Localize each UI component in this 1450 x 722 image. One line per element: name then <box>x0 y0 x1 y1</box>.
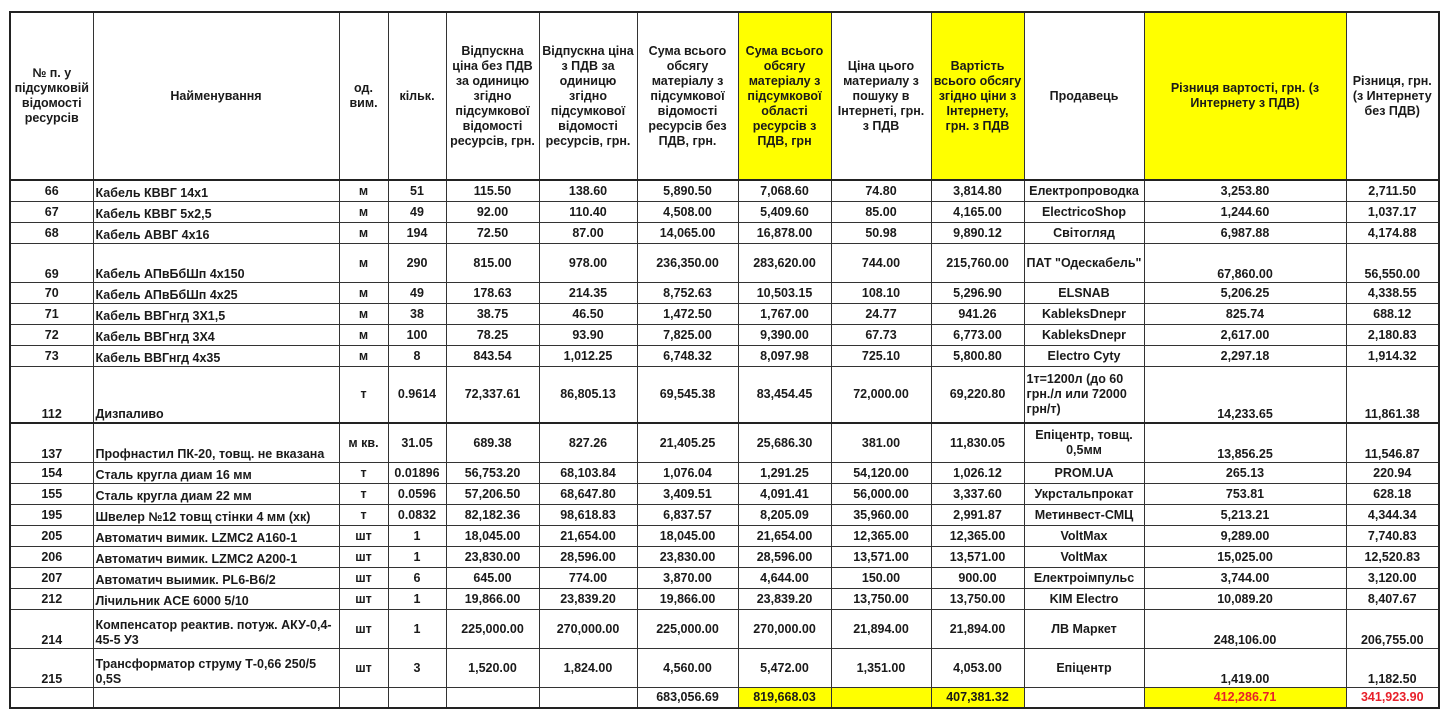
cell-internet-price[interactable]: 21,894.00 <box>831 610 931 649</box>
cell-qty[interactable]: 1 <box>388 526 446 547</box>
cell-sum-vat[interactable]: 5,409.60 <box>738 202 831 223</box>
total-cell-empty[interactable] <box>388 688 446 709</box>
cell-unit[interactable]: шт <box>339 649 388 688</box>
cell-sum-vat[interactable]: 4,644.00 <box>738 568 831 589</box>
cell-sum-no-vat[interactable]: 6,748.32 <box>637 346 738 367</box>
cell-unit-price-vat[interactable]: 774.00 <box>539 568 637 589</box>
cell-unit-price-no-vat[interactable]: 645.00 <box>446 568 539 589</box>
cell-unit-price-no-vat[interactable]: 843.54 <box>446 346 539 367</box>
cell-qty[interactable]: 8 <box>388 346 446 367</box>
cell-diff-vat[interactable]: 9,289.00 <box>1144 526 1346 547</box>
cell-unit-price-no-vat[interactable]: 23,830.00 <box>446 547 539 568</box>
cell-unit-price-vat[interactable]: 87.00 <box>539 223 637 244</box>
cell-index[interactable]: 112 <box>10 367 93 424</box>
cell-internet-price[interactable]: 13,750.00 <box>831 589 931 610</box>
cell-sum-no-vat[interactable]: 7,825.00 <box>637 325 738 346</box>
cell-internet-price[interactable]: 108.10 <box>831 283 931 304</box>
cell-sum-vat[interactable]: 5,472.00 <box>738 649 831 688</box>
table-row <box>10 325 1439 346</box>
table-row <box>10 589 1439 610</box>
table-row <box>10 526 1439 547</box>
cell-index[interactable]: 70 <box>10 283 93 304</box>
cell-internet-total[interactable]: 1,026.12 <box>931 463 1024 484</box>
cell-seller[interactable]: Electro Cyty <box>1024 346 1144 367</box>
cell-sum-no-vat[interactable]: 23,830.00 <box>637 547 738 568</box>
cell-sum-vat[interactable]: 1,767.00 <box>738 304 831 325</box>
cell-internet-price[interactable]: 381.00 <box>831 423 931 463</box>
cell-name[interactable]: Профнастил ПК-20, товщ. не вказана <box>93 423 339 463</box>
total-internet[interactable]: 407,381.32 <box>931 688 1024 709</box>
cell-name[interactable]: Швелер №12 товщ стінки 4 мм (хк) <box>93 505 339 526</box>
cell-diff-no-vat[interactable]: 628.18 <box>1346 484 1439 505</box>
cell-index[interactable]: 72 <box>10 325 93 346</box>
table-row <box>10 346 1439 367</box>
cell-qty[interactable]: 51 <box>388 180 446 202</box>
cell-diff-vat[interactable]: 3,253.80 <box>1144 180 1346 202</box>
cell-sum-vat[interactable]: 10,503.15 <box>738 283 831 304</box>
cell-index[interactable]: 71 <box>10 304 93 325</box>
table-row <box>10 463 1439 484</box>
table-row <box>10 304 1439 325</box>
cell-qty[interactable]: 49 <box>388 283 446 304</box>
cell-index[interactable]: 205 <box>10 526 93 547</box>
cell-unit-price-vat[interactable]: 46.50 <box>539 304 637 325</box>
cell-unit[interactable]: шт <box>339 610 388 649</box>
header-row <box>10 12 1439 180</box>
cell-unit-price-no-vat[interactable]: 92.00 <box>446 202 539 223</box>
table-row <box>10 283 1439 304</box>
cell-sum-vat[interactable]: 8,205.09 <box>738 505 831 526</box>
cell-sum-vat[interactable]: 25,686.30 <box>738 423 831 463</box>
cell-index[interactable]: 212 <box>10 589 93 610</box>
cell-internet-price[interactable]: 74.80 <box>831 180 931 202</box>
cell-unit-price-vat[interactable]: 28,596.00 <box>539 547 637 568</box>
cell-name[interactable]: Сталь кругла диам 22 мм <box>93 484 339 505</box>
col-header-unit[interactable]: од. вим. <box>339 12 388 180</box>
cell-unit-price-vat[interactable]: 98,618.83 <box>539 505 637 526</box>
table-row <box>10 505 1439 526</box>
cell-seller[interactable]: Епіцентр <box>1024 649 1144 688</box>
table-row <box>10 202 1439 223</box>
cell-diff-vat[interactable]: 2,297.18 <box>1144 346 1346 367</box>
col-header-sum-vat[interactable]: Сума всього обсягу матеріалу з підсумкової області ресурсів з ПДВ, грн <box>738 12 831 180</box>
cell-unit[interactable]: т <box>339 505 388 526</box>
col-header-unit-price-vat[interactable]: Відпускна ціна з ПДВ за одиницю згідно підсумкової відомості ресурсів, грн. <box>539 12 637 180</box>
cell-diff-no-vat[interactable]: 1,182.50 <box>1346 649 1439 688</box>
cell-index[interactable]: 215 <box>10 649 93 688</box>
cell-diff-vat[interactable]: 14,233.65 <box>1144 367 1346 424</box>
cell-internet-total[interactable]: 3,814.80 <box>931 180 1024 202</box>
cell-unit-price-vat[interactable]: 978.00 <box>539 244 637 283</box>
table-row <box>10 367 1439 424</box>
cell-unit[interactable]: шт <box>339 547 388 568</box>
cell-sum-vat[interactable]: 270,000.00 <box>738 610 831 649</box>
cell-unit-price-no-vat[interactable]: 225,000.00 <box>446 610 539 649</box>
cell-unit-price-vat[interactable]: 68,647.80 <box>539 484 637 505</box>
cell-unit-price-no-vat[interactable]: 19,866.00 <box>446 589 539 610</box>
cell-index[interactable]: 214 <box>10 610 93 649</box>
col-header-diff-vat[interactable]: Різниця вартості, грн. (з Интернету з ПДВ) <box>1144 12 1346 180</box>
cell-diff-no-vat[interactable]: 8,407.67 <box>1346 589 1439 610</box>
cell-internet-total[interactable]: 4,053.00 <box>931 649 1024 688</box>
cell-index[interactable]: 207 <box>10 568 93 589</box>
cell-unit-price-no-vat[interactable]: 72.50 <box>446 223 539 244</box>
cell-internet-price[interactable]: 72,000.00 <box>831 367 931 424</box>
cell-internet-price[interactable]: 150.00 <box>831 568 931 589</box>
cell-unit[interactable]: м <box>339 325 388 346</box>
cell-qty[interactable]: 0.0832 <box>388 505 446 526</box>
cell-sum-no-vat[interactable]: 8,752.63 <box>637 283 738 304</box>
cell-unit[interactable]: т <box>339 484 388 505</box>
cell-sum-vat[interactable]: 4,091.41 <box>738 484 831 505</box>
cell-unit-price-vat[interactable]: 21,654.00 <box>539 526 637 547</box>
cell-seller[interactable]: VoltMax <box>1024 526 1144 547</box>
cell-qty[interactable]: 6 <box>388 568 446 589</box>
cell-sum-no-vat[interactable]: 19,866.00 <box>637 589 738 610</box>
totals-row <box>10 688 1439 709</box>
table-row <box>10 180 1439 202</box>
cell-internet-price[interactable]: 12,365.00 <box>831 526 931 547</box>
total-diff-no-vat[interactable]: 341,923.90 <box>1346 688 1439 709</box>
cell-internet-total[interactable]: 13,571.00 <box>931 547 1024 568</box>
total-sum-no-vat[interactable]: 683,056.69 <box>637 688 738 709</box>
col-header-sum-no-vat[interactable]: Сума всього обсягу матеріалу з підсумкової відомості ресурсів без ПДВ, грн. <box>637 12 738 180</box>
cell-qty[interactable]: 0.01896 <box>388 463 446 484</box>
cell-sum-no-vat[interactable]: 1,076.04 <box>637 463 738 484</box>
total-diff-vat[interactable]: 412,286.71 <box>1144 688 1346 709</box>
cell-name[interactable]: Сталь кругла диам 16 мм <box>93 463 339 484</box>
cell-name[interactable]: Кабель ВВГнгд 3Х4 <box>93 325 339 346</box>
cell-qty[interactable]: 3 <box>388 649 446 688</box>
cell-qty[interactable]: 1 <box>388 610 446 649</box>
cell-diff-vat[interactable]: 1,419.00 <box>1144 649 1346 688</box>
cell-diff-no-vat[interactable]: 4,174.88 <box>1346 223 1439 244</box>
cell-qty[interactable]: 0.9614 <box>388 367 446 424</box>
cell-sum-vat[interactable]: 283,620.00 <box>738 244 831 283</box>
cell-internet-price[interactable]: 35,960.00 <box>831 505 931 526</box>
cell-diff-vat[interactable]: 825.74 <box>1144 304 1346 325</box>
cell-name[interactable]: Кабель ВВГнгд 4х35 <box>93 346 339 367</box>
total-cell-empty[interactable] <box>446 688 539 709</box>
total-cell-empty[interactable] <box>93 688 339 709</box>
cell-unit-price-vat[interactable]: 68,103.84 <box>539 463 637 484</box>
cell-diff-no-vat[interactable]: 11,861.38 <box>1346 367 1439 424</box>
cell-unit-price-no-vat[interactable]: 18,045.00 <box>446 526 539 547</box>
cell-name[interactable]: Автоматич выимик. PL6-B6/2 <box>93 568 339 589</box>
cell-diff-vat[interactable]: 15,025.00 <box>1144 547 1346 568</box>
cell-sum-vat[interactable]: 1,291.25 <box>738 463 831 484</box>
cell-unit-price-vat[interactable]: 1,012.25 <box>539 346 637 367</box>
col-header-unit-price-no-vat[interactable]: Відпускна ціна без ПДВ за одиницю згідно підсумкової відомості ресурсів, грн. <box>446 12 539 180</box>
cell-diff-vat[interactable]: 67,860.00 <box>1144 244 1346 283</box>
cell-diff-vat[interactable]: 2,617.00 <box>1144 325 1346 346</box>
cell-diff-vat[interactable]: 753.81 <box>1144 484 1346 505</box>
cell-seller[interactable]: Електропроводка <box>1024 180 1144 202</box>
col-header-seller[interactable]: Продавець <box>1024 12 1144 180</box>
cell-seller[interactable]: KableksDnepr <box>1024 325 1144 346</box>
cell-qty[interactable]: 100 <box>388 325 446 346</box>
cell-internet-total[interactable]: 941.26 <box>931 304 1024 325</box>
total-sum-vat[interactable]: 819,668.03 <box>738 688 831 709</box>
cell-unit[interactable]: м <box>339 223 388 244</box>
cell-unit-price-vat[interactable]: 270,000.00 <box>539 610 637 649</box>
cell-unit-price-no-vat[interactable]: 689.38 <box>446 423 539 463</box>
cell-diff-vat[interactable]: 10,089.20 <box>1144 589 1346 610</box>
cell-unit-price-no-vat[interactable]: 38.75 <box>446 304 539 325</box>
cell-sum-no-vat[interactable]: 5,890.50 <box>637 180 738 202</box>
cell-unit[interactable]: м <box>339 244 388 283</box>
cell-name[interactable]: Кабель ВВГнгд 3Х1,5 <box>93 304 339 325</box>
cell-sum-no-vat[interactable]: 225,000.00 <box>637 610 738 649</box>
cell-unit-price-no-vat[interactable]: 56,753.20 <box>446 463 539 484</box>
cell-seller[interactable]: PROM.UA <box>1024 463 1144 484</box>
cell-seller[interactable]: ПАТ "Одескабель" <box>1024 244 1144 283</box>
cell-sum-no-vat[interactable]: 3,870.00 <box>637 568 738 589</box>
cell-sum-vat[interactable]: 16,878.00 <box>738 223 831 244</box>
col-header-internet-total[interactable]: Вартість всього обсягу згідно ціни з Інтернету, грн. з ПДВ <box>931 12 1024 180</box>
cell-sum-no-vat[interactable]: 4,508.00 <box>637 202 738 223</box>
cell-index[interactable]: 155 <box>10 484 93 505</box>
cell-seller[interactable]: Метинвест-СМЦ <box>1024 505 1144 526</box>
cell-sum-no-vat[interactable]: 236,350.00 <box>637 244 738 283</box>
cell-diff-no-vat[interactable]: 4,344.34 <box>1346 505 1439 526</box>
total-cell-empty[interactable] <box>10 688 93 709</box>
cell-unit-price-vat[interactable]: 138.60 <box>539 180 637 202</box>
cell-unit[interactable]: м <box>339 180 388 202</box>
cell-unit-price-no-vat[interactable]: 72,337.61 <box>446 367 539 424</box>
cell-diff-no-vat[interactable]: 688.12 <box>1346 304 1439 325</box>
cell-diff-vat[interactable]: 1,244.60 <box>1144 202 1346 223</box>
cell-qty[interactable]: 31.05 <box>388 423 446 463</box>
cell-sum-vat[interactable]: 23,839.20 <box>738 589 831 610</box>
cell-sum-no-vat[interactable]: 69,545.38 <box>637 367 738 424</box>
table-row <box>10 484 1439 505</box>
cell-sum-no-vat[interactable]: 1,472.50 <box>637 304 738 325</box>
col-header-qty[interactable]: кільк. <box>388 12 446 180</box>
cell-unit[interactable]: м <box>339 202 388 223</box>
cell-diff-vat[interactable]: 13,856.25 <box>1144 423 1346 463</box>
cell-name[interactable]: Кабель КВВГ 14х1 <box>93 180 339 202</box>
col-header-name[interactable]: Найменування <box>93 12 339 180</box>
cell-index[interactable]: 206 <box>10 547 93 568</box>
cell-name[interactable]: Автоматич вимик. LZMC2 A160-1 <box>93 526 339 547</box>
cell-unit-price-no-vat[interactable]: 815.00 <box>446 244 539 283</box>
cell-sum-vat[interactable]: 8,097.98 <box>738 346 831 367</box>
cell-unit[interactable]: т <box>339 463 388 484</box>
cell-name[interactable]: Лічильник ACE 6000 5/10 <box>93 589 339 610</box>
cell-internet-price[interactable]: 1,351.00 <box>831 649 931 688</box>
total-cell-empty[interactable] <box>1024 688 1144 709</box>
cell-internet-price[interactable]: 67.73 <box>831 325 931 346</box>
cell-diff-vat[interactable]: 5,213.21 <box>1144 505 1346 526</box>
cell-unit-price-vat[interactable]: 214.35 <box>539 283 637 304</box>
total-cell-empty[interactable] <box>539 688 637 709</box>
table-row <box>10 568 1439 589</box>
cell-unit[interactable]: шт <box>339 589 388 610</box>
cell-name[interactable]: Кабель АПвБбШп 4х150 <box>93 244 339 283</box>
table-row <box>10 649 1439 688</box>
cell-unit-price-no-vat[interactable]: 82,182.36 <box>446 505 539 526</box>
cell-internet-total[interactable]: 215,760.00 <box>931 244 1024 283</box>
cell-diff-no-vat[interactable]: 220.94 <box>1346 463 1439 484</box>
cell-unit-price-no-vat[interactable]: 1,520.00 <box>446 649 539 688</box>
col-header-internet-price[interactable]: Ціна цього материалу з пошуку в Інтернеті, грн. з ПДВ <box>831 12 931 180</box>
cell-internet-total[interactable]: 6,773.00 <box>931 325 1024 346</box>
cell-unit[interactable]: шт <box>339 568 388 589</box>
cell-diff-no-vat[interactable]: 2,180.83 <box>1346 325 1439 346</box>
cell-internet-total[interactable]: 9,890.12 <box>931 223 1024 244</box>
cell-index[interactable]: 69 <box>10 244 93 283</box>
cell-internet-price[interactable]: 24.77 <box>831 304 931 325</box>
cell-seller[interactable]: ЛВ Маркет <box>1024 610 1144 649</box>
cell-name[interactable]: Дизпаливо <box>93 367 339 424</box>
cell-name[interactable]: Трансформатор струму Т-0,66 250/5 0,5S <box>93 649 339 688</box>
cell-sum-vat[interactable]: 28,596.00 <box>738 547 831 568</box>
cell-index[interactable]: 73 <box>10 346 93 367</box>
cell-internet-price[interactable]: 13,571.00 <box>831 547 931 568</box>
cell-qty[interactable]: 1 <box>388 547 446 568</box>
cell-internet-price[interactable]: 744.00 <box>831 244 931 283</box>
cell-sum-no-vat[interactable]: 14,065.00 <box>637 223 738 244</box>
cell-unit-price-no-vat[interactable]: 57,206.50 <box>446 484 539 505</box>
cell-index[interactable]: 195 <box>10 505 93 526</box>
cell-diff-vat[interactable]: 6,987.88 <box>1144 223 1346 244</box>
cell-internet-total[interactable]: 11,830.05 <box>931 423 1024 463</box>
cell-seller[interactable]: 1т=1200л (до 60 грн./л или 72000 грн/т) <box>1024 367 1144 424</box>
cell-unit-price-vat[interactable]: 93.90 <box>539 325 637 346</box>
total-cell-empty[interactable] <box>831 688 931 709</box>
cell-qty[interactable]: 0.0596 <box>388 484 446 505</box>
cell-sum-no-vat[interactable]: 4,560.00 <box>637 649 738 688</box>
cell-name[interactable]: Автоматич вимик. LZMC2 A200-1 <box>93 547 339 568</box>
table-row <box>10 244 1439 283</box>
cell-internet-total[interactable]: 5,296.90 <box>931 283 1024 304</box>
cell-unit-price-vat[interactable]: 23,839.20 <box>539 589 637 610</box>
cell-seller[interactable]: KIM Electro <box>1024 589 1144 610</box>
cell-internet-total[interactable]: 69,220.80 <box>931 367 1024 424</box>
cell-sum-no-vat[interactable]: 6,837.57 <box>637 505 738 526</box>
cell-name[interactable]: Кабель АВВГ 4х16 <box>93 223 339 244</box>
total-cell-empty[interactable] <box>339 688 388 709</box>
cell-internet-total[interactable]: 5,800.80 <box>931 346 1024 367</box>
cell-qty[interactable]: 194 <box>388 223 446 244</box>
cell-sum-no-vat[interactable]: 18,045.00 <box>637 526 738 547</box>
cell-sum-vat[interactable]: 7,068.60 <box>738 180 831 202</box>
cell-diff-no-vat[interactable]: 1,914.32 <box>1346 346 1439 367</box>
table-row <box>10 423 1439 463</box>
cell-unit-price-vat[interactable]: 1,824.00 <box>539 649 637 688</box>
cell-name[interactable]: Кабель КВВГ 5х2,5 <box>93 202 339 223</box>
cell-internet-price[interactable]: 725.10 <box>831 346 931 367</box>
cell-seller[interactable]: VoltMax <box>1024 547 1144 568</box>
col-header-diff-no-vat[interactable]: Різниця, грн. (з Интернету без ПДВ) <box>1346 12 1439 180</box>
cell-diff-no-vat[interactable]: 56,550.00 <box>1346 244 1439 283</box>
cell-internet-price[interactable]: 56,000.00 <box>831 484 931 505</box>
cell-internet-total[interactable]: 21,894.00 <box>931 610 1024 649</box>
cell-unit-price-vat[interactable]: 86,805.13 <box>539 367 637 424</box>
cell-unit[interactable]: м <box>339 304 388 325</box>
cell-index[interactable]: 68 <box>10 223 93 244</box>
cell-internet-total[interactable]: 13,750.00 <box>931 589 1024 610</box>
cell-seller[interactable]: Укрстальпрокат <box>1024 484 1144 505</box>
cell-sum-vat[interactable]: 21,654.00 <box>738 526 831 547</box>
cell-seller[interactable]: ElectricoShop <box>1024 202 1144 223</box>
cell-qty[interactable]: 290 <box>388 244 446 283</box>
table-row <box>10 547 1439 568</box>
cell-diff-vat[interactable]: 248,106.00 <box>1144 610 1346 649</box>
cell-internet-total[interactable]: 4,165.00 <box>931 202 1024 223</box>
cell-sum-vat[interactable]: 83,454.45 <box>738 367 831 424</box>
cell-unit-price-vat[interactable]: 110.40 <box>539 202 637 223</box>
cell-unit[interactable]: м <box>339 346 388 367</box>
cell-sum-vat[interactable]: 9,390.00 <box>738 325 831 346</box>
cell-diff-no-vat[interactable]: 2,711.50 <box>1346 180 1439 202</box>
cell-unit[interactable]: т <box>339 367 388 424</box>
cell-index[interactable]: 66 <box>10 180 93 202</box>
cell-index[interactable]: 67 <box>10 202 93 223</box>
table-row <box>10 223 1439 244</box>
cell-diff-vat[interactable]: 5,206.25 <box>1144 283 1346 304</box>
cell-seller[interactable]: Епіцентр, товщ. 0,5мм <box>1024 423 1144 463</box>
cell-sum-no-vat[interactable]: 3,409.51 <box>637 484 738 505</box>
cell-diff-no-vat[interactable]: 7,740.83 <box>1346 526 1439 547</box>
cell-seller[interactable]: KableksDnepr <box>1024 304 1144 325</box>
cell-unit-price-vat[interactable]: 827.26 <box>539 423 637 463</box>
cell-diff-no-vat[interactable]: 206,755.00 <box>1346 610 1439 649</box>
cell-diff-no-vat[interactable]: 12,520.83 <box>1346 547 1439 568</box>
cell-name[interactable]: Компенсатор реактив. потуж. АКУ-0,4-45-5 У3 <box>93 610 339 649</box>
cell-unit[interactable]: м кв. <box>339 423 388 463</box>
cell-seller[interactable]: Світогляд <box>1024 223 1144 244</box>
cell-diff-no-vat[interactable]: 1,037.17 <box>1346 202 1439 223</box>
cell-index[interactable]: 154 <box>10 463 93 484</box>
price-comparison-table <box>9 11 1440 709</box>
cell-internet-price[interactable]: 50.98 <box>831 223 931 244</box>
cell-internet-total[interactable]: 3,337.60 <box>931 484 1024 505</box>
cell-internet-total[interactable]: 900.00 <box>931 568 1024 589</box>
cell-diff-no-vat[interactable]: 3,120.00 <box>1346 568 1439 589</box>
cell-internet-total[interactable]: 2,991.87 <box>931 505 1024 526</box>
cell-internet-price[interactable]: 54,120.00 <box>831 463 931 484</box>
table-row <box>10 610 1439 649</box>
cell-diff-no-vat[interactable]: 11,546.87 <box>1346 423 1439 463</box>
cell-name[interactable]: Кабель АПвБбШп 4х25 <box>93 283 339 304</box>
cell-unit-price-no-vat[interactable]: 78.25 <box>446 325 539 346</box>
cell-index[interactable]: 137 <box>10 423 93 463</box>
cell-unit[interactable]: м <box>339 283 388 304</box>
cell-seller[interactable]: Електроімпульс <box>1024 568 1144 589</box>
cell-seller[interactable]: ELSNAB <box>1024 283 1144 304</box>
cell-qty[interactable]: 49 <box>388 202 446 223</box>
cell-unit-price-no-vat[interactable]: 115.50 <box>446 180 539 202</box>
cell-diff-vat[interactable]: 3,744.00 <box>1144 568 1346 589</box>
cell-internet-price[interactable]: 85.00 <box>831 202 931 223</box>
cell-unit-price-no-vat[interactable]: 178.63 <box>446 283 539 304</box>
cell-diff-no-vat[interactable]: 4,338.55 <box>1346 283 1439 304</box>
cell-qty[interactable]: 1 <box>388 589 446 610</box>
cell-unit[interactable]: шт <box>339 526 388 547</box>
col-header-index[interactable]: № п. у підсумковій відомості ресурсів <box>10 12 93 180</box>
cell-qty[interactable]: 38 <box>388 304 446 325</box>
cell-diff-vat[interactable]: 265.13 <box>1144 463 1346 484</box>
cell-internet-total[interactable]: 12,365.00 <box>931 526 1024 547</box>
cell-sum-no-vat[interactable]: 21,405.25 <box>637 423 738 463</box>
